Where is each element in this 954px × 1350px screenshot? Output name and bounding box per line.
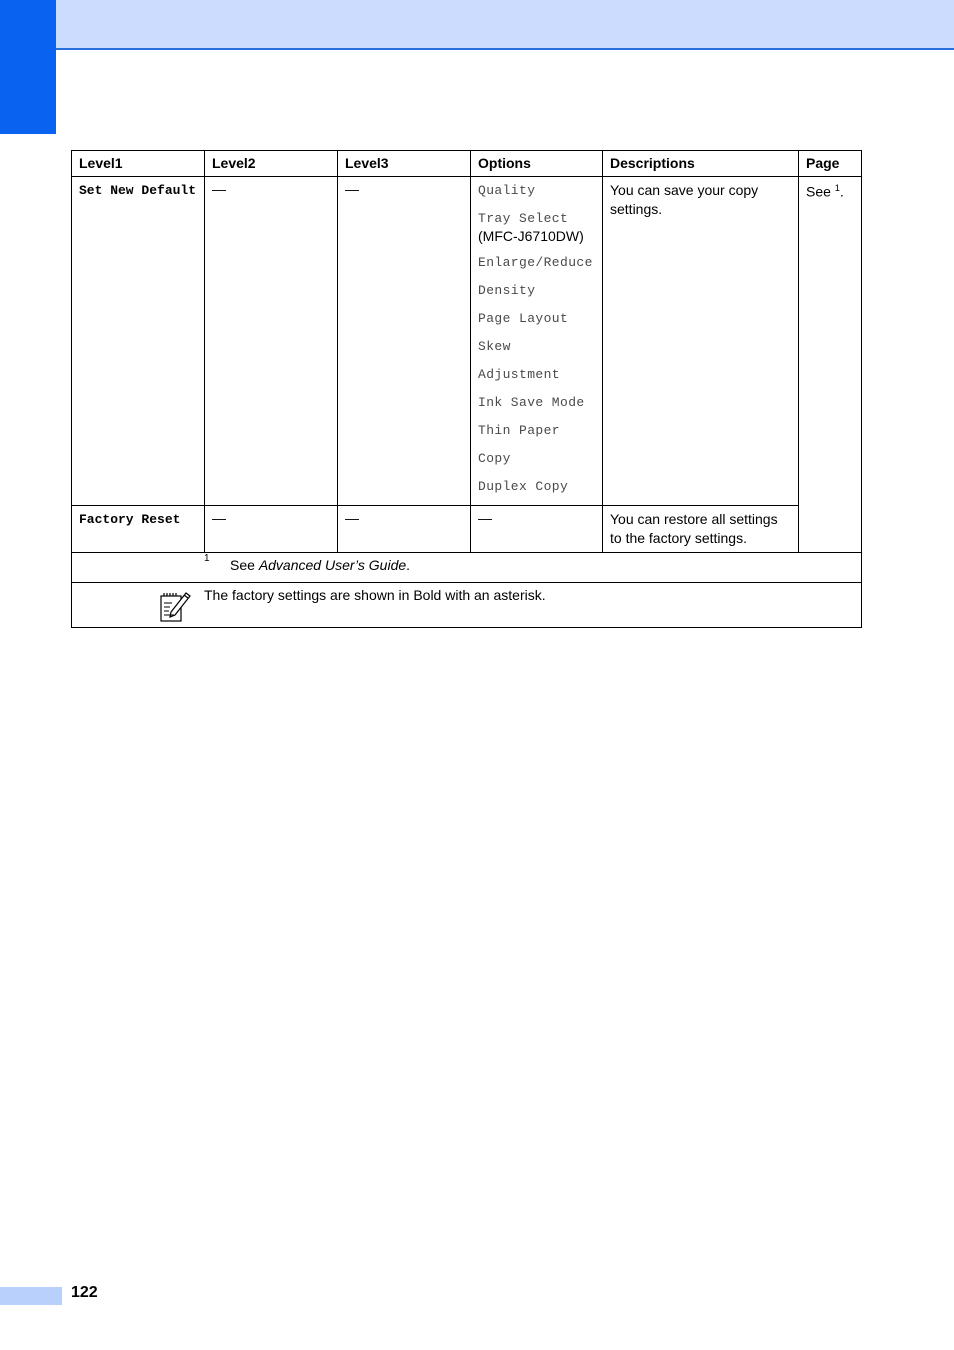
column-header: Level2	[205, 151, 338, 177]
level1-cell: Factory Reset	[79, 512, 181, 527]
footnote-guide-title: Advanced User’s Guide	[258, 557, 407, 573]
level1-cell: Set New Default	[79, 183, 197, 198]
column-header: Level3	[338, 151, 471, 177]
option-item: Enlarge/Reduce	[478, 255, 593, 270]
column-header: Page	[799, 151, 862, 177]
footnote-number: 1	[204, 553, 210, 564]
note-text: The factory settings are shown in Bold with an asterisk.	[204, 587, 546, 603]
note-row	[72, 583, 862, 628]
column-header: Options	[471, 151, 603, 177]
chapter-tab	[0, 0, 56, 134]
description-cell: You can save your copy settings.	[610, 182, 759, 217]
option-item: Page Layout	[478, 311, 569, 326]
option-model-note: (MFC-J6710DW)	[478, 228, 584, 244]
footnote-prefix: See	[230, 557, 259, 573]
column-header: Level1	[72, 151, 205, 177]
table-header-row	[72, 151, 862, 177]
level3-cell: —	[345, 181, 359, 197]
table-row	[72, 177, 862, 506]
option-item: Duplex Copy	[478, 479, 569, 494]
menu-table	[71, 150, 862, 628]
page-ref-prefix: See	[806, 183, 831, 200]
level2-cell: —	[212, 181, 226, 197]
footnote-suffix: .	[406, 557, 411, 573]
level3-cell: —	[345, 510, 359, 526]
level2-cell: —	[212, 510, 226, 526]
header-band	[56, 0, 954, 50]
option-item: —	[478, 510, 492, 526]
option-item: Density	[478, 283, 536, 298]
column-header: Descriptions	[603, 151, 799, 177]
page-number-tab	[0, 1287, 62, 1305]
page-ref-footnote-mark: 1	[834, 183, 840, 193]
footnote-text	[230, 557, 410, 573]
footnote-row	[72, 553, 862, 583]
description-cell: You can restore all settings to the factory settings.	[610, 511, 778, 546]
option-item: Ink Save Mode	[478, 395, 585, 410]
page-number: 122	[71, 1284, 98, 1301]
page-ref-suffix: .	[839, 183, 844, 200]
option-item: Thin Paper Copy	[478, 423, 561, 466]
option-item: Tray Select	[478, 211, 569, 226]
option-item: Quality	[478, 183, 536, 198]
option-item: Skew Adjustment	[478, 339, 561, 382]
options-list	[478, 177, 595, 501]
table-row	[72, 506, 862, 553]
note-pencil-icon	[158, 589, 192, 623]
